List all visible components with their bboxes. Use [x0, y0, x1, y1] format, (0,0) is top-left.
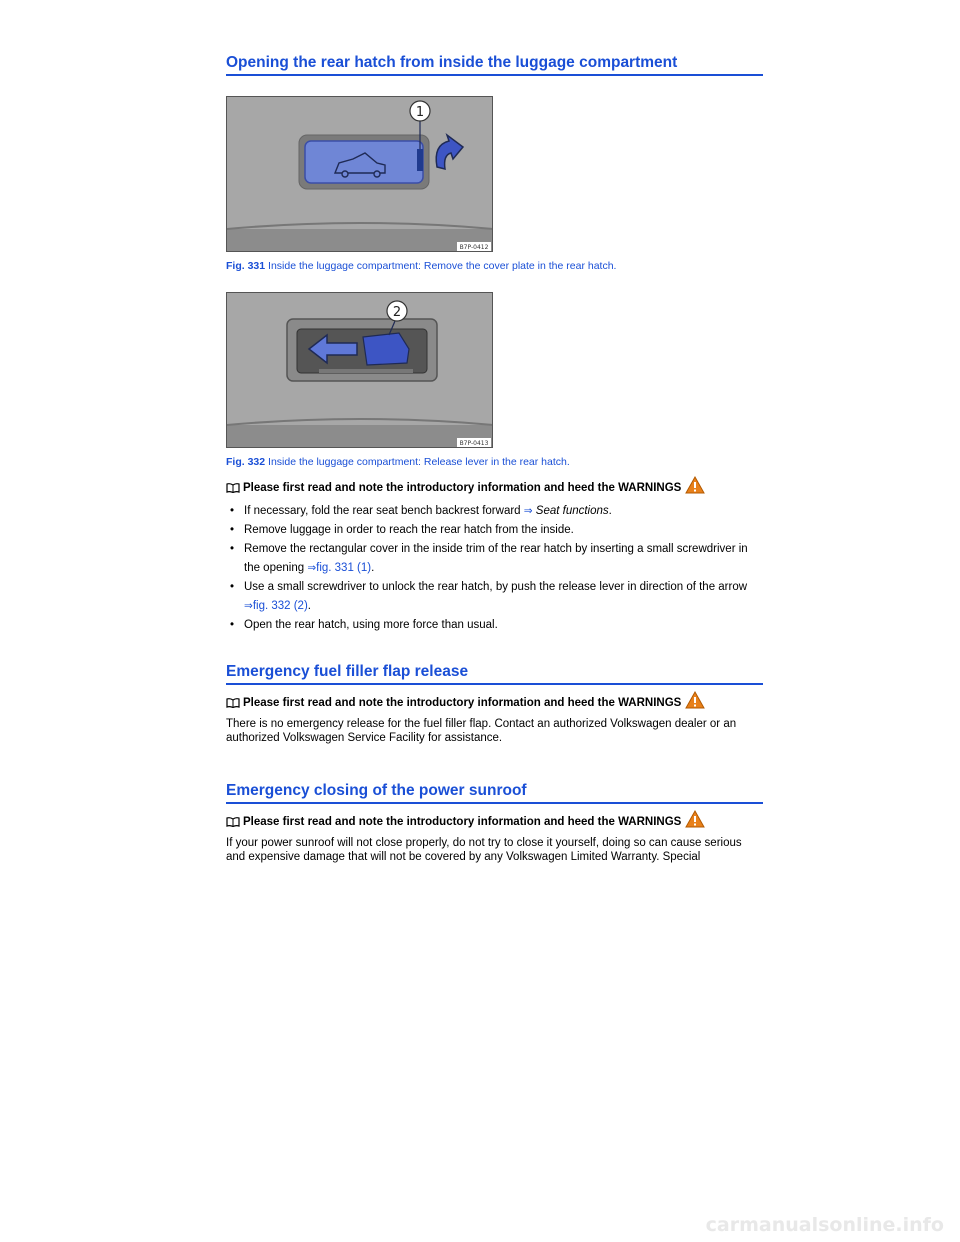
- fuel-flap-note-text: Please first read and note the introductory information and heed the WARNINGS: [243, 697, 682, 709]
- figure-332-caption: [226, 456, 763, 468]
- section-heading-sunroof: Emergency closing of the power sunroof: [226, 782, 763, 804]
- book-icon: [226, 817, 240, 827]
- fuel-flap-note: [226, 694, 763, 712]
- figure-331-caption-text: Inside the luggage compartment: Remove the cover plate in the rear hatch.: [265, 260, 617, 272]
- crossref-link[interactable]: fig. 331 (1): [316, 562, 372, 574]
- section-heading-fuel-flap: Emergency fuel filler flap release: [226, 663, 763, 685]
- figure-331-image: [226, 96, 493, 252]
- crossref-link[interactable]: Seat functions: [532, 505, 609, 517]
- list-item: • Use a small screwdriver to unlock the rear hatch, by push the release lever in direction of the arrow ⇒fig. 332 (2).: [226, 578, 763, 616]
- crossref-arrow-icon[interactable]: ⇒: [523, 505, 533, 517]
- figure-331-label: Fig. 331: [226, 260, 266, 272]
- book-icon: [226, 698, 240, 708]
- list-item: • Remove luggage in order to reach the rear hatch from the inside.: [226, 521, 763, 540]
- site-watermark: carmanualsonline.info: [705, 1214, 944, 1236]
- sunroof-body: If your power sunroof will not close properly, do not try to close it yourself, doing so can cause serious and expensive damage that will not be covered by any Volkswagen Limited Warranty. Special: [226, 837, 742, 863]
- list-item: • Open the rear hatch, using more force than usual.: [226, 616, 763, 635]
- sunroof-note-text: Please first read and note the introductory information and heed the WARNINGS: [243, 816, 682, 828]
- figure-332-callout: 2: [392, 305, 402, 320]
- figure-331-callout: 1: [415, 105, 425, 120]
- fuel-flap-body: There is no emergency release for the fuel filler flap. Contact an authorized Volkswagen dealer or an authorized Volkswagen Service Facility for assistance.: [226, 718, 737, 744]
- figure-332-caption-text: Inside the luggage compartment: Release lever in the rear hatch.: [265, 456, 570, 468]
- figure-332-label: Fig. 332: [226, 456, 266, 468]
- instruction-steps: [226, 502, 763, 635]
- list-item: • Remove the rectangular cover in the inside trim of the rear hatch by inserting a small screwdriver in the opening ⇒fig. 331 (1).: [226, 540, 763, 578]
- section-heading-rear-hatch: Opening the rear hatch from inside the luggage compartment: [226, 54, 763, 76]
- book-icon: [226, 483, 240, 493]
- figure-331-code: B7P-0412: [459, 244, 489, 251]
- list-item: • If necessary, fold the rear seat bench backrest forward ⇒ Seat functions.: [226, 502, 763, 521]
- intro-note-text: Please first read and note the introductory information and heed the WARNINGS: [243, 482, 682, 494]
- intro-note: [226, 479, 763, 497]
- release-lever: [363, 333, 409, 365]
- crossref-arrow-icon[interactable]: ⇒: [307, 562, 317, 574]
- sunroof-note: [226, 813, 763, 831]
- crossref-arrow-icon[interactable]: ⇒: [244, 600, 253, 612]
- warning-icon: [685, 691, 705, 709]
- warning-icon: [685, 476, 705, 494]
- warning-icon: [685, 810, 705, 828]
- figure-332-image: [226, 292, 493, 448]
- crossref-link[interactable]: fig. 332 (2): [252, 600, 308, 612]
- figure-331-caption: [226, 260, 763, 272]
- figure-332-code: B7P-0413: [459, 440, 489, 447]
